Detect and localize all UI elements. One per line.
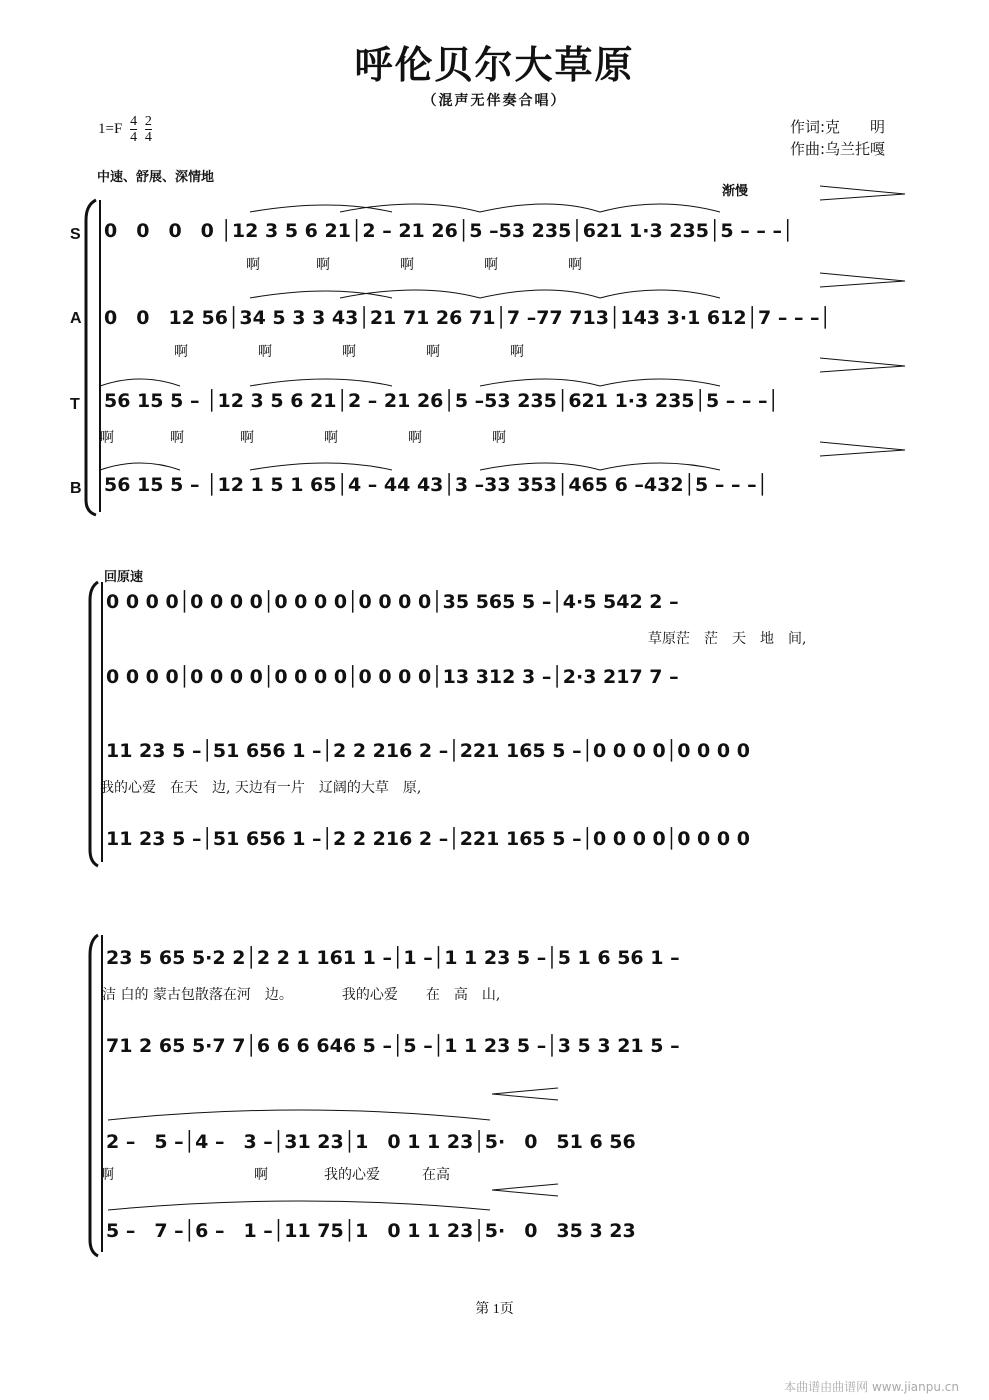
lyricist: 作词:克 明	[790, 118, 886, 136]
system1-soprano-notes: 0 0 0 0 │12 3 5 6 21│2 – 21 26│5 –53 235│621 1·3 235│5 – – –│	[104, 220, 794, 242]
system2-brace	[90, 582, 102, 866]
system3-bass-notes: 5 – 7 –│6 – 1 –│11 75│1 0 1 1 23│5· 0 35 3 23	[106, 1220, 636, 1242]
tempo-mark-start: 中速、舒展、深情地	[97, 170, 215, 185]
voice-label-t: T	[70, 396, 80, 413]
system1-bass-notes: 56 15 5 – │12 1 5 1 65│4 – 44 43│3 –33 353│465 6 –432│5 – – –│	[104, 474, 769, 496]
voice-label-b: B	[70, 480, 82, 497]
system3-soprano-lyrics: 洁 白的 蒙古包散落在河 边。 我的心爱 在 高 山,	[102, 987, 501, 1003]
system3-alto-notes: 71 2 65 5·7 7│6 6 6 646 5 –│5 –│1 1 23 5 –│3 5 3 21 5 –	[106, 1035, 680, 1057]
composer: 作曲:乌兰托嘎	[790, 140, 886, 158]
key-label: 1=F	[98, 120, 123, 137]
system1-tenor-notes: 56 15 5 – │12 3 5 6 21│2 – 21 26│5 –53 235│621 1·3 235│5 – – –│	[104, 390, 779, 412]
system3-tenor-lyrics: 啊 啊 我的心爱 在高	[100, 1167, 450, 1183]
system3-brace	[90, 935, 102, 1256]
voice-label-s: S	[70, 226, 81, 243]
system1-soprano-lyrics: 啊 啊 啊 啊 啊	[246, 257, 582, 273]
page-title: 呼伦贝尔大草原	[354, 42, 635, 87]
system2-tenor-notes: 11 23 5 –│51 656 1 –│2 2 216 2 –│221 165 5 –│0 0 0 0│0 0 0 0	[106, 740, 750, 762]
system1-brace	[86, 200, 100, 515]
voice-label-a: A	[70, 310, 82, 327]
tempo-mark-slowing: 渐慢	[722, 184, 749, 199]
page-number: 第 1页	[475, 1302, 514, 1317]
time-signature-2-4: $\frac{2}{4}$	[144, 114, 152, 145]
system2-soprano-lyrics: 草原茫 茫 天 地 间,	[648, 631, 807, 647]
subtitle: （混声无伴奏合唱）	[422, 93, 567, 109]
system1-alto-lyrics: 啊 啊 啊 啊 啊	[174, 344, 524, 360]
system2-tenor-lyrics: 我的心爱 在天 边, 天边有一片 辽阔的大草 原,	[100, 780, 422, 796]
system1-alto-notes: 0 0 12 56│34 5 3 3 43│21 71 26 71│7 –77 713│143 3·1 612│7 – – –│	[104, 307, 832, 329]
system1-tenor-lyrics: 啊 啊 啊 啊 啊 啊	[100, 430, 506, 446]
system2-alto-notes: 0 0 0 0│0 0 0 0│0 0 0 0│0 0 0 0│13 312 3 –│2·3 217 7 –	[106, 666, 679, 688]
system3-tenor-notes: 2 – 5 –│4 – 3 –│31 23│1 0 1 1 23│5· 0 51 6 56	[106, 1131, 636, 1153]
watermark: 本曲谱由曲谱网 www.jianpu.cn	[784, 1380, 959, 1394]
system2-bass-notes: 11 23 5 –│51 656 1 –│2 2 216 2 –│221 165 5 –│0 0 0 0│0 0 0 0	[106, 828, 750, 850]
system2-soprano-notes: 0 0 0 0│0 0 0 0│0 0 0 0│0 0 0 0│35 565 5 –│4·5 542 2 –	[106, 591, 679, 613]
tempo-mark-resume: 回原速	[104, 570, 144, 585]
system3-soprano-notes: 23 5 65 5·2 2│2 2 1 161 1 –│1 –│1 1 23 5 –│5 1 6 56 1 –	[106, 947, 680, 969]
time-signature-4-4: $\frac{4}{4}$	[130, 114, 138, 145]
